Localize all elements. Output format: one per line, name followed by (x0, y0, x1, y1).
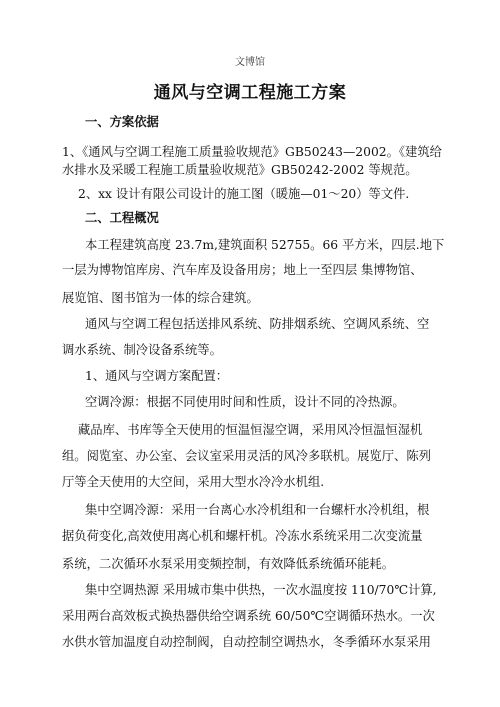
paragraph-line: 厅等全天使用的大空间，采用大型水冷冷水机组. (62, 475, 325, 489)
paragraph-line: 1、通风与空调方案配置： (85, 369, 229, 383)
paragraph-line: 系统，二次循环水泵采用变频控制，有效降低系统循环能耗。 (62, 557, 395, 571)
paragraph-line: 一层为博物馆库房、汽车库及设备用房；地上一至四层 集博物馆、 (62, 263, 423, 277)
paragraph-line: 采用两台高效板式换热器供给空调系统 60/50℃空调循环热水。一次 (62, 609, 435, 623)
paragraph-line: 空调冷源：根据不同使用时间和性质，设计不同的冷热源。 (85, 395, 405, 409)
paragraph-line: 本工程建筑高度 23.7m,建筑面积 52755。66 平方米，四层.地下 (85, 238, 445, 252)
section-heading-basis: 一、方案依据 (85, 115, 159, 129)
paragraph-line: 2、xx 设计有限公司设计的施工图（暖施—01～20）等文件. (78, 187, 410, 201)
paragraph-line: 藏品库、书库等全天使用的恒温恒湿空调，采用风冷恒温恒湿机 (78, 423, 423, 437)
page-header: 文博馆 (235, 57, 265, 68)
paragraph-line: 集中空调冷源：采用一台离心水冷机组和一台螺杆水冷机组，根 (85, 503, 430, 517)
paragraph-line: 调水系统、制冷设备系统等。 (62, 343, 222, 357)
paragraph-line: 1、《通风与空调工程施工质量验收规范》GB50243—2002。《建筑给 (62, 145, 442, 159)
paragraph-line: 展览馆、图书馆为一体的综合建筑。 (62, 291, 259, 305)
paragraph-line: 水排水及采暖工程施工质量验收规范》GB50242-2002 等规范。 (62, 163, 418, 177)
section-heading-overview: 二、工程概况 (85, 211, 159, 225)
paragraph-line: 组。阅览室、办公室、会议室采用灵活的风冷多联机。展览厅、陈列 (62, 449, 431, 463)
paragraph-line: 集中空调热源 采用城市集中供热，一次水温度按 110/70℃计算, (85, 583, 437, 597)
paragraph-line: 水供水管加温度自动控制阀，自动控制空调热水，冬季循环水泵采用 (62, 635, 431, 649)
document-title: 通风与空调工程施工方案 (153, 83, 347, 103)
paragraph-line: 通风与空调工程包括送排风系统、防排烟系统、空调风系统、空 (85, 317, 430, 331)
paragraph-line: 据负荷变化,高效使用离心机和螺杆机。冷冻水系统采用二次变流量 (62, 529, 423, 543)
